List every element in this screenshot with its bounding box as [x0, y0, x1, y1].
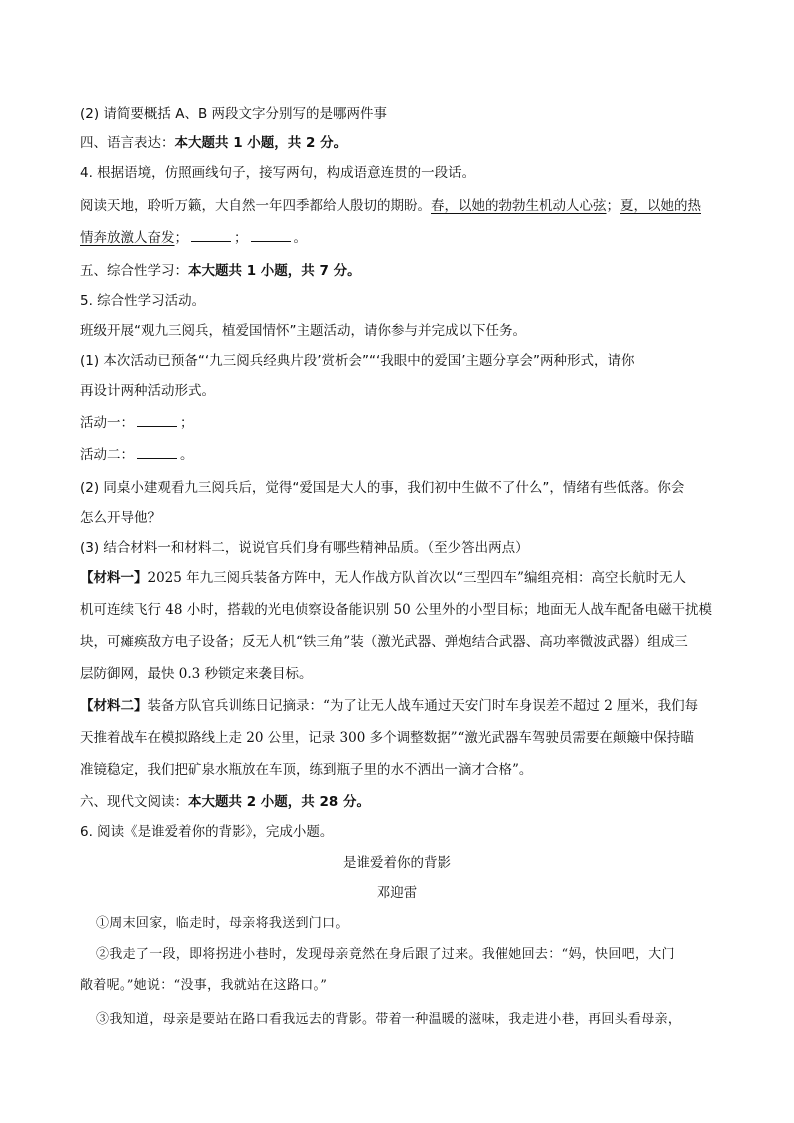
underlined-sentence-summer: 夏，以她的热 [620, 198, 701, 214]
question-6-title: 6. 阅读《是谁爱着你的背影》，完成小题。 [80, 824, 334, 840]
material-2-line2: 天推着战车在模拟路线上走 20 公里，记录 300 多个调整数据”“激光武器车驾驶员需要在颠簸中保持瞄 [80, 730, 694, 746]
material-2-label: 【材料二】 [80, 698, 148, 714]
section-4-prefix: 四、语言表达： [80, 135, 175, 151]
answer-blank-2[interactable] [251, 228, 291, 242]
section-6-prefix: 六、现代文阅读： [80, 794, 188, 810]
section-6-body: 本大题共 2 小题，共 28 分。 [188, 794, 370, 810]
underlined-sentence-summer-cont: 情奔放激人奋发 [80, 230, 175, 246]
separator: ； [234, 230, 248, 246]
answer-blank-1[interactable] [191, 228, 231, 242]
article-paragraph-2-line1: ②我走了一段，即将拐进小巷时，发现母亲竟然在身后跟了过来。我催她回去：“妈，快回吧，大门 [96, 947, 675, 962]
separator: ； [606, 198, 620, 214]
article-author: 邓迎雷 [376, 885, 418, 901]
article-title: 是谁爱着你的背影 [343, 855, 451, 871]
section-5-heading [80, 261, 716, 281]
material-1-line3: 块，可瘫痪敌方电子设备；反无人机“铁三角”装（激光武器、弹炮结合武器、高功率微波武器）组成三 [80, 634, 688, 650]
question-4-passage-line1 [80, 196, 716, 216]
activity-2-blank[interactable] [137, 445, 177, 459]
material-2-line1 [80, 696, 716, 716]
material-1-line1 [80, 568, 716, 588]
question-5-intro: 班级开展“观九三阅兵，植爱国情怀”主题活动，请你参与并完成以下任务。 [80, 323, 526, 339]
question-5-sub2-line1: (2) 同桌小建观看九三阅兵后，觉得“爱国是大人的事，我们初中生做不了什么”，情绪有些低落。你会 [80, 480, 685, 496]
activity-2-label: 活动二： [80, 447, 134, 463]
activity-1-blank[interactable] [137, 413, 177, 427]
question-5-sub2-line2: 怎么开导他？ [80, 510, 161, 526]
question-5-sub1-line1: (1) 本次活动已预备“‘九三阅兵经典片段’赏析会”“‘我眼中的爱国’主题分享会”两种形式，请你 [80, 353, 635, 369]
material-1-line4: 层防御网，最快 0.3 秒锁定来袭目标。 [80, 666, 313, 682]
activity-2-end: 。 [180, 447, 194, 463]
material-2-line3: 准镜稳定，我们把矿泉水瓶放在车顶，练到瓶子里的水不洒出一滴才合格”。 [80, 762, 533, 778]
activity-1-label: 活动一： [80, 415, 134, 431]
material-1-line2: 机可连续飞行 48 小时，搭载的光电侦察设备能识别 50 公里外的小型目标；地面无人战车配备电磁干扰模 [80, 602, 713, 618]
question-3-sub2: (2) 请简要概括 A、B 两段文字分别写的是哪两件事 [80, 106, 387, 122]
article-paragraph-2-line2: 敞着呢。”她说：“没事，我就站在这路口。” [80, 978, 328, 993]
separator: ； [174, 230, 188, 246]
activity-1-end: ； [180, 415, 194, 431]
question-4-passage-line2 [80, 228, 716, 248]
question-5-sub1-line2: 再设计两种活动形式。 [80, 383, 215, 399]
article-paragraph-3-line1: ③我知道，母亲是要站在路口看我远去的背影。带着一种温暖的滋味，我走进小巷，再回头看母亲， [96, 1012, 682, 1027]
question-5-sub3: (3) 结合材料一和材料二，说说官兵们身有哪些精神品质。（至少答出两点） [80, 540, 529, 556]
material-1-text1: 2025 年九三阅兵装备方阵中，无人作战方队首次以“三型四车”编组亮相：高空长航时无人 [147, 570, 686, 586]
section-5-prefix: 五、综合性学习： [80, 263, 188, 279]
material-2-text1: 装备方队官兵训练日记摘录：“为了让无人战车通过天安门时车身误差不超过 2 厘米，我们每 [147, 698, 699, 714]
material-1-label: 【材料一】 [80, 570, 148, 586]
article-paragraph-1: ①周末回家，临走时，母亲将我送到门口。 [96, 916, 349, 931]
passage-plain: 阅读天地，聆听万籁，大自然一年四季都给人殷切的期盼。 [80, 198, 431, 214]
underlined-sentence-spring: 春，以她的勃勃生机动人心弦 [431, 198, 607, 214]
question-5-title: 5. 综合性学习活动。 [80, 293, 206, 309]
section-5-body: 本大题共 1 小题，共 7 分。 [188, 263, 361, 279]
activity-2-row [80, 445, 716, 465]
question-4-title: 4. 根据语境，仿照画线句子，接写两句，构成语意连贯的一段话。 [80, 165, 476, 181]
activity-1-row [80, 413, 716, 433]
period: 。 [293, 230, 307, 246]
section-6-heading [80, 792, 716, 812]
section-4-body: 本大题共 1 小题，共 2 分。 [174, 135, 348, 151]
section-4-heading [80, 133, 716, 153]
